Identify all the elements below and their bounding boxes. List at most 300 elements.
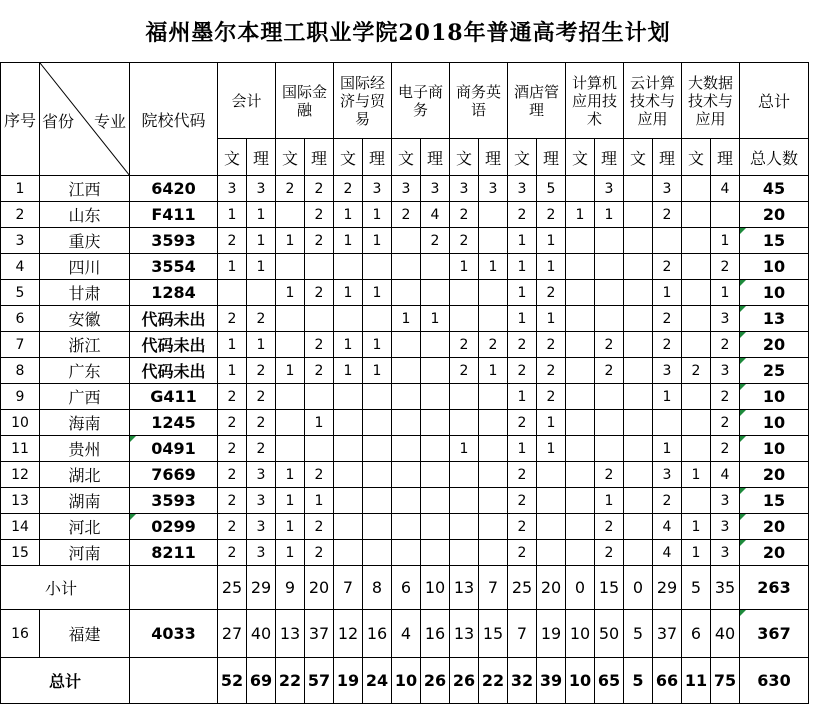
row-value-cell: [421, 410, 450, 436]
header-row-majors: [1, 63, 809, 139]
row-province: 山东: [40, 202, 130, 228]
subtotal-total: 263: [740, 566, 809, 610]
fujian-school-code: 4033: [130, 610, 218, 658]
row-value-cell: [334, 540, 363, 566]
table-body: [1, 176, 809, 704]
grand-total-value-cell: 57: [305, 658, 334, 704]
row-value-cell: 2: [537, 384, 566, 410]
subtotal-value-cell: 20: [537, 566, 566, 610]
row-total: 10: [740, 280, 809, 306]
header-major-5: 酒店管理: [508, 63, 566, 139]
row-value-cell: [305, 254, 334, 280]
header-major-4: 商务英语: [450, 63, 508, 139]
fujian-province: 福建: [40, 610, 130, 658]
grand-total-value-cell: 5: [624, 658, 653, 704]
header-total-people: 总人数: [740, 139, 809, 176]
row-value-cell: 1: [653, 280, 682, 306]
row-value-cell: 3: [653, 176, 682, 202]
row-value-cell: 1: [276, 228, 305, 254]
row-value-cell: [450, 488, 479, 514]
row-value-cell: [363, 540, 392, 566]
row-province: 河南: [40, 540, 130, 566]
subtotal-value-cell: 20: [305, 566, 334, 610]
table-row: [1, 332, 809, 358]
row-value-cell: [479, 280, 508, 306]
row-value-cell: [537, 540, 566, 566]
row-seq: 5: [1, 280, 40, 306]
row-value-cell: [450, 410, 479, 436]
row-value-cell: [421, 332, 450, 358]
row-value-cell: 3: [247, 176, 276, 202]
row-value-cell: 2: [508, 514, 537, 540]
fujian-value-cell: 10: [566, 610, 595, 658]
row-total: 45: [740, 176, 809, 202]
row-value-cell: 2: [595, 332, 624, 358]
row-value-cell: 2: [305, 332, 334, 358]
fujian-seq: 16: [1, 610, 40, 658]
row-province: 四川: [40, 254, 130, 280]
row-value-cell: [624, 202, 653, 228]
row-value-cell: 2: [450, 228, 479, 254]
row-province: 湖北: [40, 462, 130, 488]
header-major-7: 云计算技术与应用: [624, 63, 682, 139]
row-value-cell: 2: [305, 202, 334, 228]
header-wen-4: 文: [450, 139, 479, 176]
row-value-cell: 1: [537, 436, 566, 462]
row-value-cell: [334, 488, 363, 514]
subtotal-value-cell: 5: [682, 566, 711, 610]
row-value-cell: 3: [711, 306, 740, 332]
row-value-cell: [682, 280, 711, 306]
row-value-cell: [392, 280, 421, 306]
row-value-cell: [479, 540, 508, 566]
row-seq: 1: [1, 176, 40, 202]
row-value-cell: [624, 176, 653, 202]
row-value-cell: [392, 488, 421, 514]
subtotal-value-cell: 13: [450, 566, 479, 610]
row-value-cell: [334, 384, 363, 410]
row-value-cell: 1: [363, 202, 392, 228]
fujian-value-cell: 37: [305, 610, 334, 658]
row-value-cell: [450, 280, 479, 306]
row-value-cell: [305, 384, 334, 410]
table-row: [1, 514, 809, 540]
subtotal-value-cell: 9: [276, 566, 305, 610]
row-province: 广东: [40, 358, 130, 384]
row-value-cell: [363, 488, 392, 514]
row-value-cell: [392, 332, 421, 358]
fujian-value-cell: 40: [711, 610, 740, 658]
row-value-cell: [537, 488, 566, 514]
row-value-cell: 3: [363, 176, 392, 202]
subtotal-label: 小计: [1, 566, 130, 610]
row-value-cell: 2: [479, 332, 508, 358]
row-value-cell: [363, 410, 392, 436]
row-school-code: F411: [130, 202, 218, 228]
row-value-cell: [392, 410, 421, 436]
table-row: [1, 202, 809, 228]
row-value-cell: [421, 514, 450, 540]
row-seq: 15: [1, 540, 40, 566]
row-value-cell: 3: [479, 176, 508, 202]
row-value-cell: [363, 254, 392, 280]
row-value-cell: [450, 462, 479, 488]
row-value-cell: [566, 384, 595, 410]
row-value-cell: [537, 462, 566, 488]
row-province: 贵州: [40, 436, 130, 462]
row-value-cell: [392, 228, 421, 254]
header-wen-1: 文: [276, 139, 305, 176]
table-row: [1, 254, 809, 280]
subtotal-value-cell: 25: [218, 566, 247, 610]
row-value-cell: 3: [247, 462, 276, 488]
header-major: 专业: [94, 112, 127, 131]
row-value-cell: [624, 462, 653, 488]
row-value-cell: [595, 384, 624, 410]
row-value-cell: 2: [508, 358, 537, 384]
header-wen-6: 文: [566, 139, 595, 176]
row-seq: 4: [1, 254, 40, 280]
row-value-cell: 1: [682, 514, 711, 540]
row-value-cell: [682, 202, 711, 228]
row-value-cell: 1: [508, 280, 537, 306]
row-value-cell: 1: [334, 228, 363, 254]
row-seq: 6: [1, 306, 40, 332]
row-value-cell: 1: [682, 540, 711, 566]
row-value-cell: 2: [508, 410, 537, 436]
row-value-cell: 3: [392, 176, 421, 202]
subtotal-value-cell: 8: [363, 566, 392, 610]
row-value-cell: [682, 488, 711, 514]
row-value-cell: [392, 254, 421, 280]
row-value-cell: 2: [218, 228, 247, 254]
row-value-cell: [479, 202, 508, 228]
grand-total-value-cell: 52: [218, 658, 247, 704]
header-wen-2: 文: [334, 139, 363, 176]
fujian-value-cell: 16: [363, 610, 392, 658]
row-value-cell: 2: [218, 306, 247, 332]
row-value-cell: 1: [363, 280, 392, 306]
row-school-code: 0299: [130, 514, 218, 540]
row-value-cell: 2: [711, 254, 740, 280]
row-value-cell: [595, 410, 624, 436]
row-value-cell: 1: [508, 254, 537, 280]
row-value-cell: [363, 436, 392, 462]
header-major-1: 国际金融: [276, 63, 334, 139]
row-value-cell: [450, 514, 479, 540]
row-value-cell: [334, 436, 363, 462]
row-seq: 14: [1, 514, 40, 540]
row-value-cell: 1: [218, 332, 247, 358]
row-value-cell: 1: [508, 384, 537, 410]
row-value-cell: 2: [711, 332, 740, 358]
row-value-cell: 3: [450, 176, 479, 202]
row-value-cell: [276, 306, 305, 332]
row-value-cell: 2: [305, 176, 334, 202]
header-province-major: [40, 63, 130, 176]
row-value-cell: [624, 358, 653, 384]
row-value-cell: 2: [508, 540, 537, 566]
row-school-code: 代码未出: [130, 306, 218, 332]
subtotal-value-cell: 6: [392, 566, 421, 610]
row-value-cell: 4: [711, 176, 740, 202]
row-value-cell: 1: [247, 254, 276, 280]
row-total: 20: [740, 332, 809, 358]
row-value-cell: [682, 410, 711, 436]
row-value-cell: [363, 514, 392, 540]
row-value-cell: [421, 488, 450, 514]
row-value-cell: [595, 228, 624, 254]
row-value-cell: 2: [711, 410, 740, 436]
row-value-cell: 1: [537, 410, 566, 436]
row-value-cell: 3: [247, 488, 276, 514]
row-value-cell: [595, 254, 624, 280]
row-value-cell: [421, 384, 450, 410]
row-value-cell: [392, 384, 421, 410]
grand-total-value-cell: 11: [682, 658, 711, 704]
row-value-cell: 2: [508, 202, 537, 228]
row-value-cell: 2: [305, 280, 334, 306]
row-total: 20: [740, 514, 809, 540]
header-wen-8: 文: [682, 139, 711, 176]
table-row: [1, 462, 809, 488]
row-value-cell: 2: [305, 514, 334, 540]
row-value-cell: 3: [653, 462, 682, 488]
header-major-0: 会计: [218, 63, 276, 139]
row-value-cell: [566, 176, 595, 202]
row-value-cell: 2: [247, 436, 276, 462]
subtotal-value-cell: 10: [421, 566, 450, 610]
grand-total-label: 总计: [1, 658, 130, 704]
row-value-cell: [276, 410, 305, 436]
row-value-cell: [421, 540, 450, 566]
row-value-cell: [566, 540, 595, 566]
row-school-code: 1245: [130, 410, 218, 436]
row-value-cell: 1: [479, 254, 508, 280]
fujian-value-cell: 4: [392, 610, 421, 658]
row-province: 甘肃: [40, 280, 130, 306]
fujian-value-cell: 27: [218, 610, 247, 658]
row-value-cell: [392, 436, 421, 462]
row-value-cell: 2: [450, 332, 479, 358]
row-total: 10: [740, 436, 809, 462]
grand-total-value-cell: 66: [653, 658, 682, 704]
header-wen-3: 文: [392, 139, 421, 176]
row-value-cell: 1: [363, 332, 392, 358]
fujian-value-cell: 6: [682, 610, 711, 658]
row-province: 海南: [40, 410, 130, 436]
row-value-cell: 2: [247, 358, 276, 384]
row-value-cell: [566, 358, 595, 384]
row-seq: 12: [1, 462, 40, 488]
row-value-cell: [334, 254, 363, 280]
row-value-cell: 1: [392, 306, 421, 332]
row-value-cell: [624, 254, 653, 280]
row-value-cell: [566, 280, 595, 306]
row-value-cell: 2: [218, 436, 247, 462]
row-value-cell: 1: [508, 436, 537, 462]
row-value-cell: [421, 254, 450, 280]
row-value-cell: [247, 280, 276, 306]
row-total: 25: [740, 358, 809, 384]
row-value-cell: 1: [247, 228, 276, 254]
row-value-cell: [305, 306, 334, 332]
row-value-cell: 1: [305, 488, 334, 514]
row-province: 湖南: [40, 488, 130, 514]
row-value-cell: 1: [305, 410, 334, 436]
row-value-cell: 2: [653, 488, 682, 514]
row-seq: 13: [1, 488, 40, 514]
row-value-cell: 4: [653, 514, 682, 540]
row-school-code: 代码未出: [130, 358, 218, 384]
header-major-8: 大数据技术与应用: [682, 63, 740, 139]
row-value-cell: [682, 254, 711, 280]
row-value-cell: 1: [653, 384, 682, 410]
row-value-cell: 2: [537, 280, 566, 306]
row-value-cell: 1: [218, 358, 247, 384]
row-value-cell: [218, 280, 247, 306]
row-value-cell: [363, 384, 392, 410]
row-value-cell: [566, 436, 595, 462]
row-value-cell: [682, 176, 711, 202]
fujian-value-cell: 7: [508, 610, 537, 658]
row-value-cell: 1: [363, 228, 392, 254]
table-row: [1, 436, 809, 462]
grand-total-value-cell: 39: [537, 658, 566, 704]
row-value-cell: 2: [508, 488, 537, 514]
row-value-cell: 1: [450, 436, 479, 462]
fujian-value-cell: 13: [276, 610, 305, 658]
row-value-cell: [624, 306, 653, 332]
row-value-cell: [421, 462, 450, 488]
row-value-cell: 3: [595, 176, 624, 202]
row-value-cell: [421, 280, 450, 306]
row-province: 浙江: [40, 332, 130, 358]
row-value-cell: 2: [392, 202, 421, 228]
fujian-value-cell: 12: [334, 610, 363, 658]
row-value-cell: 2: [595, 514, 624, 540]
fujian-value-cell: 13: [450, 610, 479, 658]
header-seq: 序号: [1, 63, 40, 176]
row-value-cell: [276, 436, 305, 462]
row-value-cell: 2: [711, 436, 740, 462]
row-value-cell: 2: [218, 514, 247, 540]
row-value-cell: 2: [537, 358, 566, 384]
row-school-code: 3593: [130, 488, 218, 514]
row-value-cell: [276, 254, 305, 280]
grand-total-code-empty: [130, 658, 218, 704]
row-value-cell: 3: [218, 176, 247, 202]
row-value-cell: [624, 436, 653, 462]
header-li-5: 理: [537, 139, 566, 176]
header-major-3: 电子商务: [392, 63, 450, 139]
row-value-cell: [595, 306, 624, 332]
row-value-cell: 2: [218, 410, 247, 436]
header-li-3: 理: [421, 139, 450, 176]
row-value-cell: 1: [247, 332, 276, 358]
row-value-cell: 2: [305, 540, 334, 566]
grand-total-value-cell: 26: [450, 658, 479, 704]
row-value-cell: 1: [682, 462, 711, 488]
row-value-cell: 2: [595, 462, 624, 488]
row-value-cell: 2: [508, 332, 537, 358]
header-wen-5: 文: [508, 139, 537, 176]
row-value-cell: [479, 436, 508, 462]
row-value-cell: [421, 436, 450, 462]
row-value-cell: [624, 280, 653, 306]
row-value-cell: 1: [711, 280, 740, 306]
row-value-cell: 1: [537, 254, 566, 280]
header-major-6: 计算机应用技术: [566, 63, 624, 139]
row-value-cell: [653, 228, 682, 254]
row-value-cell: 2: [711, 384, 740, 410]
row-value-cell: [305, 436, 334, 462]
row-value-cell: 3: [711, 540, 740, 566]
subtotal-value-cell: 25: [508, 566, 537, 610]
row-value-cell: 1: [595, 202, 624, 228]
row-value-cell: [595, 280, 624, 306]
row-total: 20: [740, 540, 809, 566]
row-value-cell: 2: [450, 358, 479, 384]
row-school-code: 8211: [130, 540, 218, 566]
row-value-cell: [392, 358, 421, 384]
grand-total-value-cell: 32: [508, 658, 537, 704]
grand-total-value-cell: 22: [276, 658, 305, 704]
row-value-cell: [392, 462, 421, 488]
row-value-cell: [363, 306, 392, 332]
grand-total-value-cell: 10: [566, 658, 595, 704]
row-value-cell: [682, 306, 711, 332]
row-value-cell: 3: [421, 176, 450, 202]
row-value-cell: [334, 514, 363, 540]
grand-total-value-cell: 26: [421, 658, 450, 704]
row-value-cell: [334, 410, 363, 436]
fujian-value-cell: 15: [479, 610, 508, 658]
row-value-cell: [653, 410, 682, 436]
row-seq: 7: [1, 332, 40, 358]
row-value-cell: 2: [508, 462, 537, 488]
row-value-cell: [479, 462, 508, 488]
row-value-cell: [624, 514, 653, 540]
row-value-cell: 1: [537, 306, 566, 332]
table-row: [1, 306, 809, 332]
row-value-cell: 3: [508, 176, 537, 202]
page-title: 福州墨尔本理工职业学院2018年普通高考招生计划: [145, 19, 671, 46]
row-value-cell: 1: [218, 202, 247, 228]
row-school-code: 代码未出: [130, 332, 218, 358]
row-seq: 2: [1, 202, 40, 228]
row-value-cell: [566, 306, 595, 332]
row-value-cell: 2: [218, 462, 247, 488]
subtotal-value-cell: 0: [566, 566, 595, 610]
row-value-cell: [450, 384, 479, 410]
row-value-cell: [276, 202, 305, 228]
row-value-cell: 3: [247, 540, 276, 566]
enrollment-plan-table: [0, 62, 809, 704]
row-province: 重庆: [40, 228, 130, 254]
row-school-code: G411: [130, 384, 218, 410]
row-value-cell: [450, 306, 479, 332]
row-school-code: 7669: [130, 462, 218, 488]
row-school-code: 3554: [130, 254, 218, 280]
row-value-cell: 2: [653, 306, 682, 332]
row-value-cell: 2: [537, 202, 566, 228]
table-row: [1, 488, 809, 514]
grand-total-total: 630: [740, 658, 809, 704]
row-seq: 10: [1, 410, 40, 436]
row-value-cell: [479, 410, 508, 436]
row-value-cell: 1: [276, 462, 305, 488]
